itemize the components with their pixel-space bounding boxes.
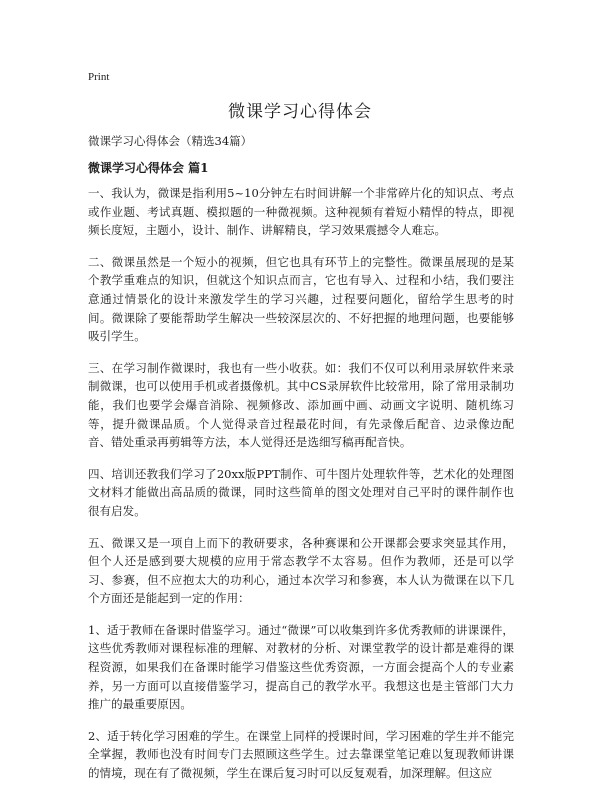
section-heading: 微课学习心得体会 篇1: [88, 161, 209, 175]
paragraph-7: 2、适于转化学习困难的学生。在课堂上同样的授课时间，学习困难的学生并不能完全掌握，教师也没有时间专门去照顾这些学生。过去靠课堂笔记难以复现教师讲课的情境，现在有了微视频，学生在课后复习时可以反复观看，加深理解。但这应: [88, 728, 514, 781]
paragraph-5: 五、微课又是一项自上而下的教研要求，各种赛课和公开课都会要求突显其作用，但个人还是感到要大规模的应用于常态教学不太容易。但作为教师，还是可以学习、参赛，但不应抱太大的功利心，通过本次学习和参赛，本人认为微课在以下几个方面还是能起到一定的作用：: [88, 535, 514, 606]
paragraph-2: 二、微课虽然是一个短小的视频，但它也具有环节上的完整性。微课虽展现的是某个教学重难点的知识，但就这个知识点而言，它也有导入、过程和小结，我们要注意通过情景化的设计来激发学生的学习兴趣，过程要问题化，留给学生思考的时间。微课除了要能帮助学生解决一些较深层次的、不好把握的地理问题，也要能够吸引学生。: [88, 254, 514, 344]
print-link[interactable]: Print: [88, 71, 110, 83]
paragraph-6: 1、适于教师在备课时借鉴学习。通过“微课”可以收集到许多优秀教师的讲课课件，这些优秀教师对课程标准的理解、对教材的分析、对课堂教学的设计都是难得的课程资源，如果我们在备课时能学习借鉴这些优秀资源，一方面会提高个人的专业素养，另一方面可以直接借鉴学习，提高自己的教学水平。我想这也是主管部门大力推广的最重要原因。: [88, 622, 514, 712]
document-subtitle: 微课学习心得体会（精选34篇）: [88, 134, 253, 148]
paragraph-4: 四、培训还教我们学习了20xx版PPT制作、可牛图片处理软件等，艺术化的处理图文材料才能做出高品质的微课，同时这些简单的图文处理对自己平时的课件制作也很有启发。: [88, 466, 514, 518]
paragraph-1: 一、我认为，微课是指利用5~10分钟左右时间讲解一个非常碎片化的知识点、考点或作业题、考试真题、模拟题的一种微视频。这种视频有着短小精悍的特点，即视频长度短，主题小，设计、制作、讲解精良，学习效果震撼令人难忘。: [88, 186, 514, 238]
paragraph-3: 三、在学习制作微课时，我也有一些小收获。如：我们不仅可以利用录屏软件来录制微课，也可以使用手机或者摄像机。其中CS录屏软件比较常用，除了常用录制功能，我们也要学会爆音消除、视频修改、添加画中画、动画文字说明、随机练习等，提升微课品质。个人觉得录音过程最花时间，有先录像后配音、边录像边配音、错处重录再剪辑等方法，本人觉得还是选细写稿再配音快。: [88, 360, 514, 450]
article-body: [88, 184, 514, 796]
document-title: 微课学习心得体会: [228, 102, 372, 122]
